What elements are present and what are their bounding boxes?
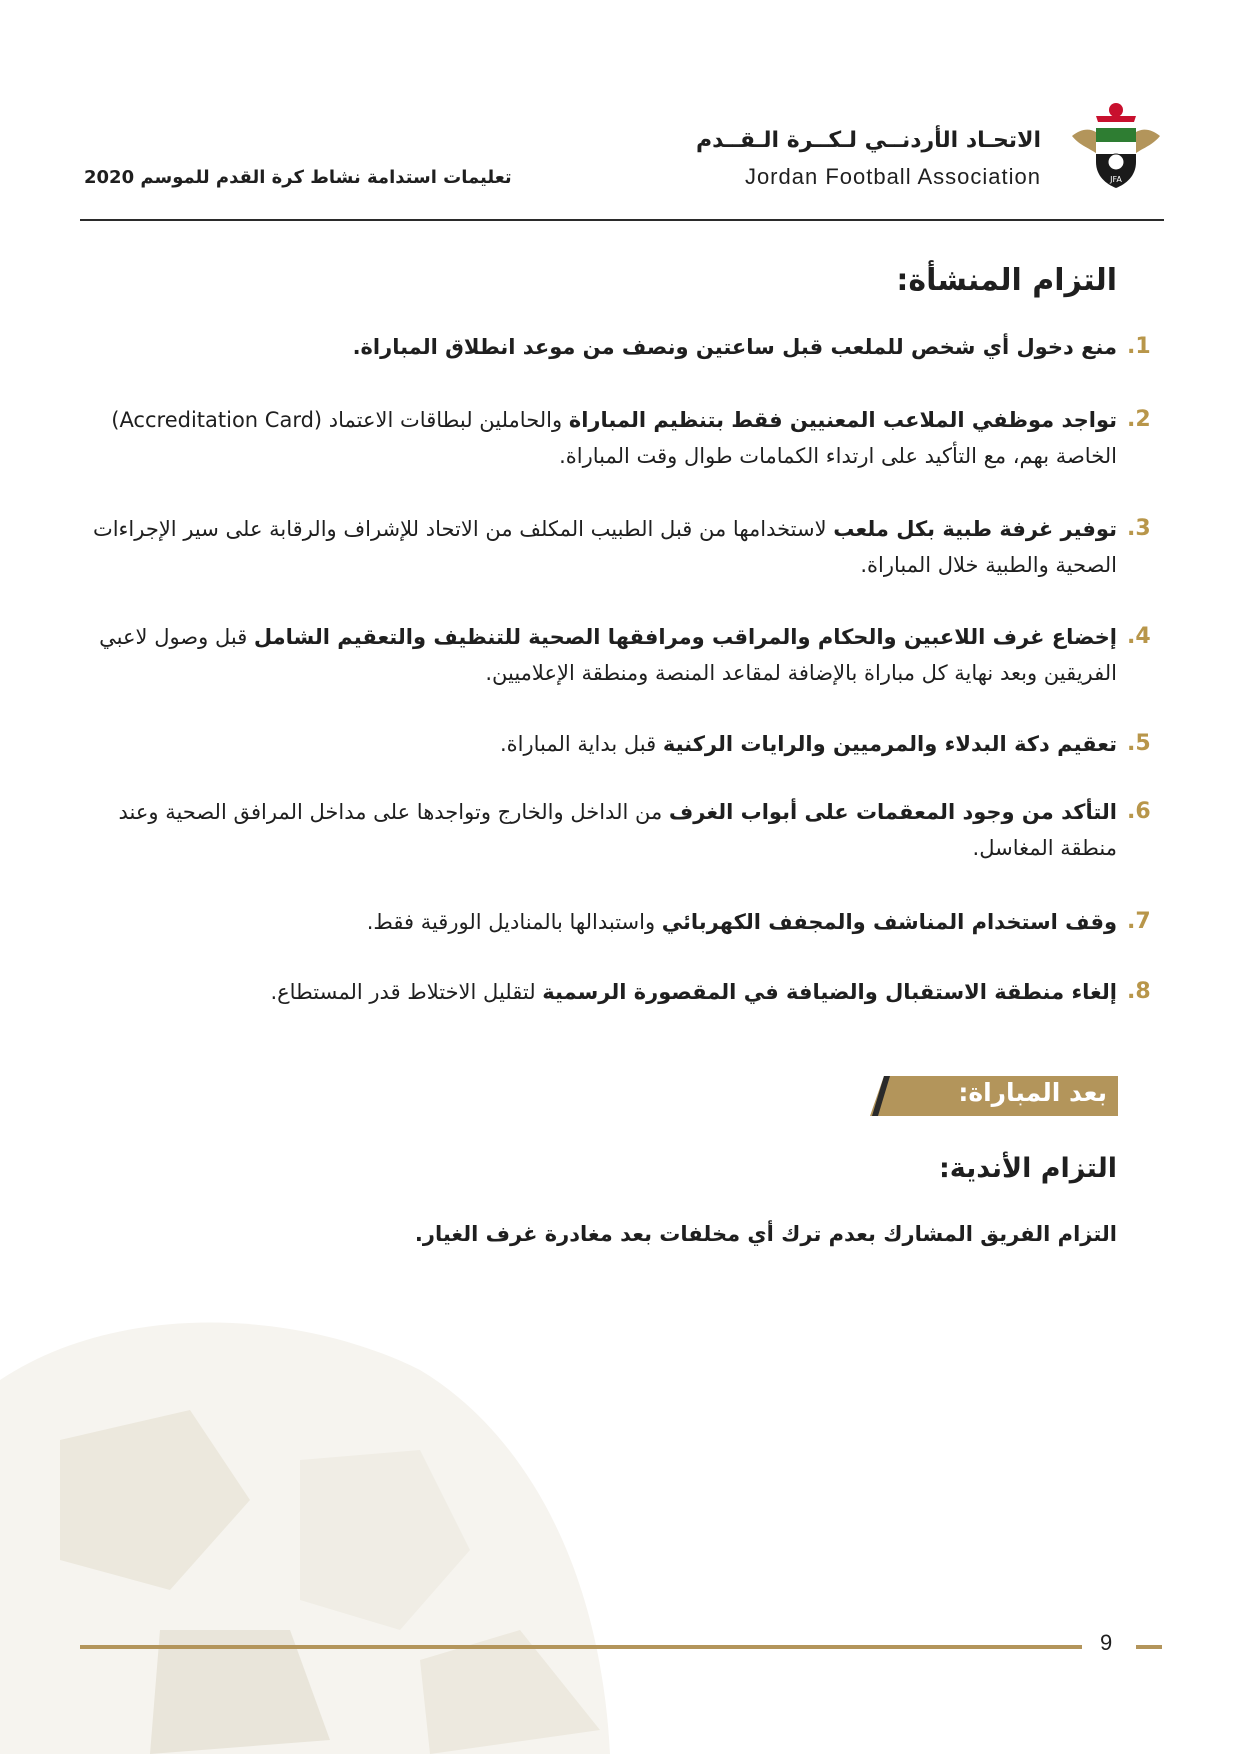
list-item xyxy=(72,402,1151,474)
clubs-commitment-text: التزام الفريق المشارك بعدم ترك أي مخلفات بعد مغادرة غرف الغيار. xyxy=(414,1222,1117,1246)
document-title: تعليمات استدامة نشاط كرة القدم للموسم 2020 xyxy=(84,167,512,188)
item-number: .8 xyxy=(1127,979,1151,1004)
football-watermark xyxy=(0,1300,620,1754)
item-bold-text: وقف استخدام المناشف والمجفف الكهربائي xyxy=(661,910,1117,934)
item-bold-text: تعقيم دكة البدلاء والمرميين والرايات الركنية xyxy=(662,732,1117,756)
item-text: لتقليل الاختلاط قدر المستطاع. xyxy=(270,980,543,1004)
list-item xyxy=(72,511,1151,583)
item-number: .4 xyxy=(1127,624,1151,649)
header-divider xyxy=(80,219,1164,221)
footer-dash xyxy=(1136,1645,1162,1649)
page-number: 9 xyxy=(1100,1630,1113,1655)
item-number: .1 xyxy=(1127,334,1151,359)
list-item xyxy=(72,904,1151,940)
logo-text: JFA xyxy=(1110,175,1122,184)
item-bold-text: منع دخول أي شخص للملعب قبل ساعتين ونصف من موعد انطلاق المباراة. xyxy=(352,335,1117,359)
list-item xyxy=(72,726,1151,762)
item-bold-text: إلغاء منطقة الاستقبال والضيافة في المقصورة الرسمية xyxy=(542,980,1117,1004)
sub-heading: التزام الأندية: xyxy=(938,1153,1117,1184)
item-text: لاستخدامها من قبل الطبيب المكلف من الاتحاد للإشراف والرقابة على سير الإجراءات الصحية والطبية خلال المباراة. xyxy=(92,517,1117,577)
item-bold-text: التأكد من وجود المعقمات على أبواب الغرف xyxy=(668,800,1117,824)
list-item xyxy=(72,794,1151,866)
org-name-english: Jordan Football Association xyxy=(744,164,1041,189)
item-number: .5 xyxy=(1127,731,1151,756)
item-bold-text: توفير غرفة طبية بكل ملعب xyxy=(833,517,1117,541)
section-heading: التزام المنشأة: xyxy=(896,263,1117,298)
jfa-emblem-logo xyxy=(1070,96,1162,192)
list-item xyxy=(72,619,1151,691)
item-bold-text: تواجد موظفي الملاعب المعنيين فقط بتنظيم المباراة xyxy=(568,408,1117,432)
item-number: .7 xyxy=(1127,909,1151,934)
list-item xyxy=(72,974,1151,1010)
banner-label: بعد المباراة: xyxy=(958,1078,1107,1107)
item-text: من الداخل والخارج وتواجدها على مداخل المرافق الصحية وعند منطقة المغاسل. xyxy=(118,800,1117,860)
item-number: .6 xyxy=(1127,799,1151,824)
footer-divider xyxy=(80,1645,1082,1649)
item-number: .3 xyxy=(1127,516,1151,541)
item-text: والحاملين لبطاقات الاعتماد (Accreditation Card) الخاصة بهم، مع التأكيد على ارتداء الكمامات طوال وقت المباراة. xyxy=(111,408,1117,468)
list-item xyxy=(72,329,1151,365)
item-text: قبل وصول لاعبي الفريقين وبعد نهاية كل مباراة بالإضافة لمقاعد المنصة ومنطقة الإعلاميين. xyxy=(99,625,1117,685)
item-text: قبل بداية المباراة. xyxy=(499,732,663,756)
item-bold-text: إخضاع غرف اللاعبين والحكام والمراقب ومرافقها الصحية للتنظيف والتعقيم الشامل xyxy=(253,625,1117,649)
item-number: .2 xyxy=(1127,407,1151,432)
item-text: واستبدالها بالمناديل الورقية فقط. xyxy=(366,910,662,934)
org-name-arabic: الاتحـاد الأردنــي لـكــرة الـقــدم xyxy=(696,128,1041,153)
